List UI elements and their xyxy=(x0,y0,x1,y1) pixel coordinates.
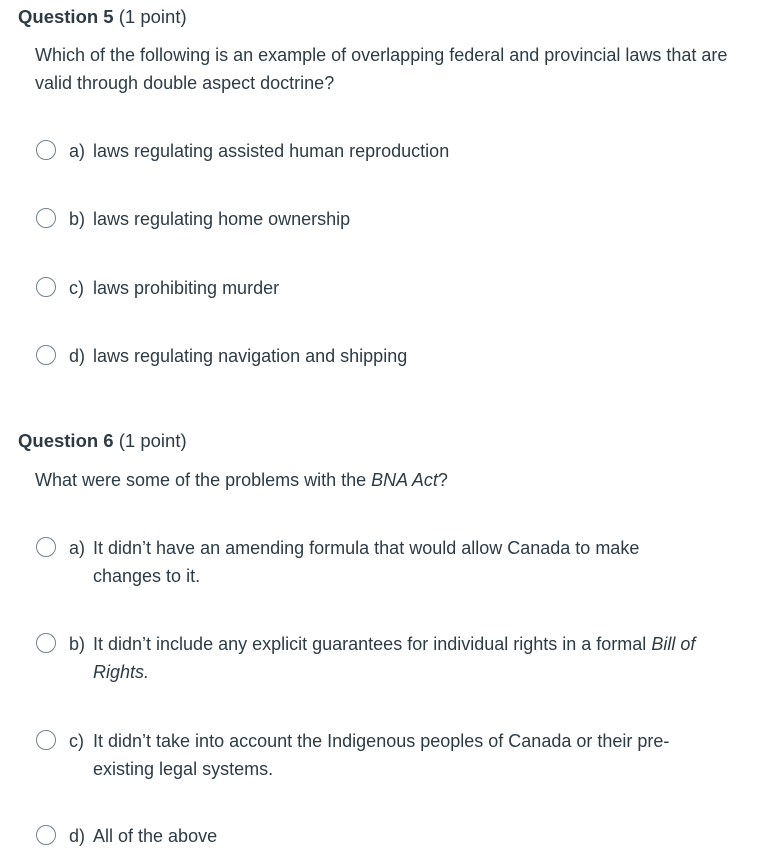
option-letter: d) xyxy=(69,826,86,846)
option-text xyxy=(93,630,756,686)
radio-button[interactable] xyxy=(36,730,56,750)
option-letter: a) xyxy=(69,538,86,558)
q5-option-c[interactable] xyxy=(36,274,756,302)
question-6-text-end: ? xyxy=(437,470,448,490)
q6-option-a[interactable] xyxy=(36,534,756,590)
option-letter: d) xyxy=(69,346,86,366)
option-text-main: It didn’t include any explicit guarantees for individual rights in a formal xyxy=(93,634,652,654)
option-text-italic: Bill of Rights. xyxy=(93,634,696,682)
question-6-label: Question 6 xyxy=(18,430,114,451)
question-6-text-main: What were some of the problems with the xyxy=(35,470,372,490)
question-5-points: (1 point) xyxy=(118,6,187,27)
q6-option-d[interactable] xyxy=(36,822,756,850)
question-5-label: Question 5 xyxy=(18,6,114,27)
q5-option-a[interactable] xyxy=(36,137,756,165)
option-letter: c) xyxy=(69,731,84,751)
question-6-title xyxy=(18,430,187,452)
option-letter: b) xyxy=(69,634,86,654)
question-6-points: (1 point) xyxy=(118,430,187,451)
q5-option-b[interactable] xyxy=(36,205,756,233)
option-text: laws regulating assisted human reproduction xyxy=(93,141,450,161)
option-text: It didn’t have an amending formula that would allow Canada to make changes to it. xyxy=(93,538,640,586)
question-6-text xyxy=(35,466,750,494)
option-letter: b) xyxy=(69,209,86,229)
radio-button[interactable] xyxy=(36,140,56,160)
radio-button[interactable] xyxy=(36,633,56,653)
radio-button[interactable] xyxy=(36,345,56,365)
option-letter: a) xyxy=(69,141,86,161)
q5-option-d[interactable] xyxy=(36,342,756,370)
option-text: All of the above xyxy=(93,826,218,846)
option-text: laws regulating home ownership xyxy=(93,209,351,229)
radio-button[interactable] xyxy=(36,537,56,557)
radio-button[interactable] xyxy=(36,208,56,228)
radio-button[interactable] xyxy=(36,825,56,845)
question-5-text: Which of the following is an example of overlapping federal and provincial laws that are valid through double aspect doctrine? xyxy=(35,45,728,93)
question-5-title xyxy=(18,6,187,28)
radio-button[interactable] xyxy=(36,277,56,297)
option-text: laws prohibiting murder xyxy=(93,278,280,298)
q6-option-c[interactable] xyxy=(36,727,756,783)
option-text: It didn’t take into account the Indigenous peoples of Canada or their pre-existing legal systems. xyxy=(93,731,670,779)
q6-option-b[interactable] xyxy=(36,630,756,686)
option-letter: c) xyxy=(69,278,84,298)
question-6-text-italic: BNA Act xyxy=(371,470,438,490)
option-text: laws regulating navigation and shipping xyxy=(93,346,408,366)
